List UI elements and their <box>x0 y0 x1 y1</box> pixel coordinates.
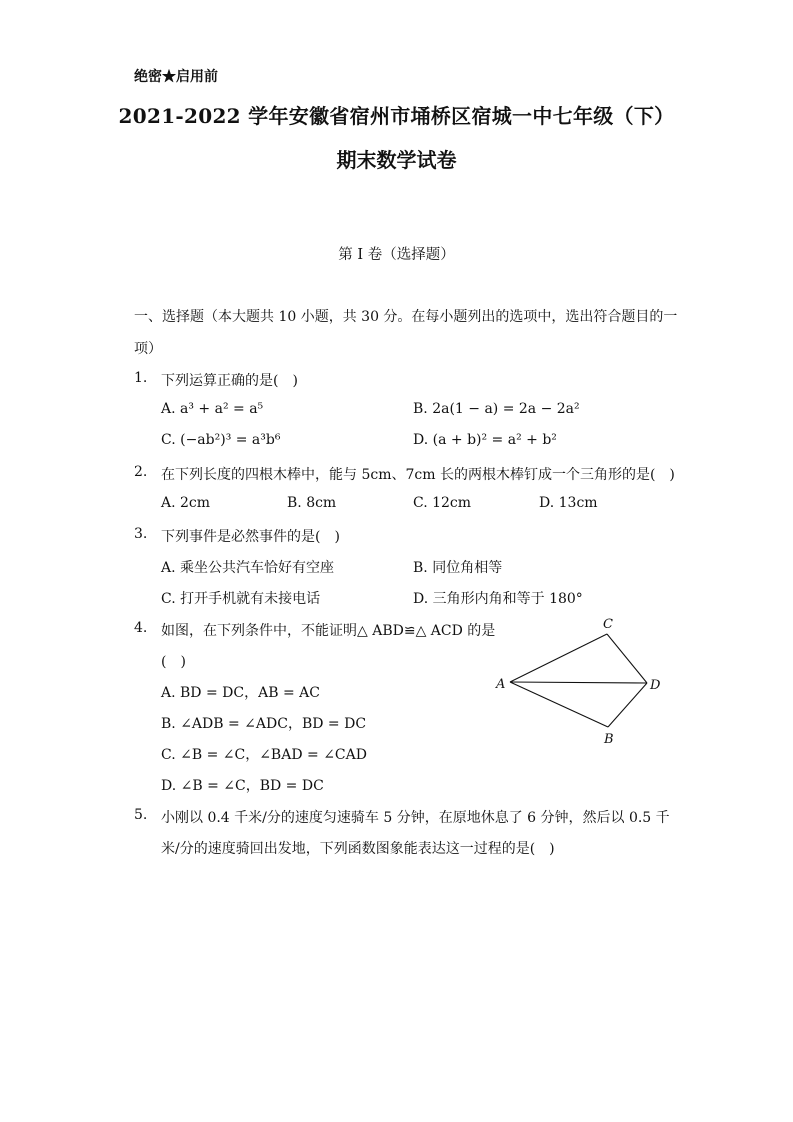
question-stem-continued: 米/分的速度骑回出发地，下列函数图象能表达这一过程的是( ) <box>161 841 555 857</box>
question-number: 5. <box>134 807 148 823</box>
triangle-figure <box>494 612 674 752</box>
option-a: A. 2cm <box>161 495 211 511</box>
point-label-b: B <box>604 732 614 747</box>
option-b: B. 8cm <box>287 495 337 511</box>
question-stem-continued: ( ) <box>161 654 186 670</box>
point-label-d: D <box>650 678 661 693</box>
question-number: 3. <box>134 526 148 542</box>
question-stem: 如图，在下列条件中，不能证明△ ABD≌△ ACD 的是 <box>161 623 496 639</box>
option-c: C. 打开手机就有未接电话 <box>161 591 321 607</box>
segment-ac <box>510 634 607 682</box>
option-d: D. 三角形内角和等于 180° <box>413 591 583 607</box>
option-d: D. 13cm <box>539 495 598 511</box>
option-c: C. ∠B = ∠C，∠BAD = ∠CAD <box>161 747 367 763</box>
segment-ab <box>510 682 608 727</box>
question-number: 4. <box>134 620 148 636</box>
secret-label: 绝密★启用前 <box>134 69 218 85</box>
option-a: A. a³ + a² = a⁵ <box>161 401 264 417</box>
option-c: C. 12cm <box>413 495 472 511</box>
segment-bd <box>608 683 647 727</box>
option-d: D. (a + b)² = a² + b² <box>413 432 557 448</box>
exam-title-line2: 期末数学试卷 <box>336 148 457 172</box>
section-instruction-line2: 项） <box>134 341 162 357</box>
point-label-c: C <box>603 617 613 632</box>
option-b: B. 2a(1 − a) = 2a − 2a² <box>413 401 580 417</box>
option-b: B. ∠ADB = ∠ADC，BD = DC <box>161 716 367 732</box>
question-stem: 小刚以 0.4 千米/分的速度匀速骑车 5 分钟，在原地休息了 6 分钟，然后以 0.5 千 <box>161 810 670 826</box>
option-c: C. (−ab²)³ = a³b⁶ <box>161 432 281 448</box>
question-stem: 下列运算正确的是( ) <box>161 373 298 389</box>
question-stem: 下列事件是必然事件的是( ) <box>161 529 340 545</box>
section-instruction-line1: 一、选择题（本大题共 10 小题，共 30 分。在每小题列出的选项中，选出符合题目的一 <box>134 309 678 325</box>
point-label-a: A <box>496 677 506 692</box>
exam-title-line1: 2021-2022 学年安徽省宿州市埇桥区宿城一中七年级（下） <box>118 104 675 128</box>
option-d: D. ∠B = ∠C，BD = DC <box>161 778 324 794</box>
question-number: 2. <box>134 464 148 480</box>
segment-cd <box>607 634 647 683</box>
option-a: A. 乘坐公共汽车恰好有空座 <box>161 560 335 576</box>
option-b: B. 同位角相等 <box>413 560 503 576</box>
question-number: 1. <box>134 370 148 386</box>
option-a: A. BD = DC，AB = AC <box>161 685 320 701</box>
volume-heading: 第 I 卷（选择题） <box>338 247 455 263</box>
segment-ad <box>510 682 647 683</box>
question-stem: 在下列长度的四根木棒中，能与 5cm、7cm 长的两根木棒钉成一个三角形的是( ) <box>161 467 675 483</box>
